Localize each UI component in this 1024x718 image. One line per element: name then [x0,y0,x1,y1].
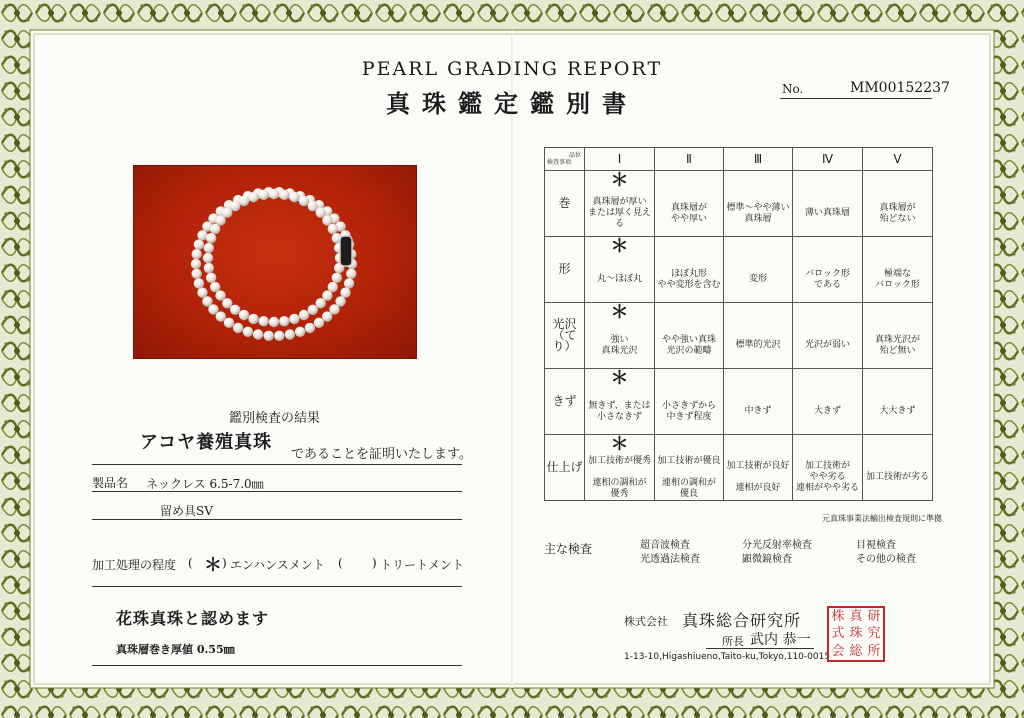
pearl [344,278,354,288]
seal-char: 研 [867,609,881,625]
pearl [192,249,202,259]
result-heading: 鑑別検査の結果 [229,411,321,426]
grade-description: 極端な バロック形 [863,257,933,303]
inspections-heading: 主な検査 [544,542,593,556]
grade-mark-empty [863,171,933,192]
divider [92,586,462,587]
pearl [299,196,309,206]
report-title-jp: 真珠鑑定鑑別書 [386,89,638,118]
company-prefix: 株式会社 [624,615,668,628]
pearl [269,317,279,327]
pearl [202,296,212,306]
grade-description: 加工技術が劣る [863,455,933,501]
pearl [203,253,213,263]
certify-text: であることを証明いたします。 [291,447,472,462]
pearl [253,329,263,339]
grade-mark-cell [585,435,655,456]
grade-mark-empty [655,171,724,192]
grade-mark-cell [585,171,655,192]
grade-description: 真珠層が厚い または厚く見える [585,191,655,237]
divider [92,491,462,492]
grade-description: 中きず [724,389,793,435]
grade-mark-empty [793,435,863,456]
seal-char: 総 [849,643,863,659]
report-number-underline [780,98,932,99]
grade-description: やや強い真珠 光沢の範疇 [655,323,724,369]
pearl [314,318,324,328]
necklace-image [134,166,416,358]
pearl [332,273,342,283]
pearl [239,196,249,206]
grade-description: ほぼ丸形 やや変形を含む [655,257,724,303]
row-header: きず [545,369,585,435]
grade-description: 標準的光沢 [724,323,793,369]
pearl [279,316,289,326]
grade-mark-empty [724,303,793,324]
report-title-en: PEARL GRADING REPORT [361,58,663,80]
pearl [233,323,243,333]
report-number: MM00152237 [850,80,950,96]
pearl [248,192,258,202]
pearl [259,190,269,200]
grade-mark-empty [655,303,724,324]
close-paren: ) [222,556,227,570]
pearl [289,192,299,202]
pearl [239,310,249,320]
grade-description: 真珠光沢が 殆ど無い [863,323,933,369]
center-fold [511,30,513,688]
grade-mark-empty [863,237,933,258]
grade-description: バロック形 である [793,257,863,303]
pearl [204,243,214,253]
pearl [269,189,279,199]
inspection-item: 光透過法検査 [640,554,700,565]
pearl [346,269,356,279]
grade-check-mark: ＊ [610,434,629,455]
treatment-enhancement: エンハンスメント [230,558,325,572]
grade-description: 大きず [793,389,863,435]
company-address: 1-13-10,Higashiueno,Taito-ku,Tokyo,110-0015 [624,652,831,662]
grade-check-mark: ＊ [610,368,629,389]
grade-mark-cell [585,369,655,390]
grade-mark-empty [793,369,863,390]
pearl-type: アコヤ養殖真珠 [140,432,273,453]
table-corner [545,148,585,171]
grade-description: 薄い真珠層 [793,191,863,237]
pearl [204,263,214,273]
open-paren: ( [338,556,343,570]
report-number-label: No. [782,82,804,96]
grade-mark-empty [724,435,793,456]
nacre-thickness: 真珠層巻き厚値 0.55㎜ [116,643,235,656]
column-header: Ⅱ [655,148,724,171]
product-value: ネックレス 6.5-7.0㎜ [146,477,264,491]
divider [92,665,462,666]
pearl [248,314,258,324]
corner-grade-label: 品位 [568,152,581,159]
hanadama-statement: 花珠真珠と認めます [116,609,270,628]
pearl [322,311,332,321]
seal-char: 真 [849,609,863,625]
pearl-necklace-photo [134,166,416,358]
grade-description: 光沢が弱い [793,323,863,369]
seal-char: 珠 [849,626,863,642]
grade-mark-empty [655,435,724,456]
row-header: 巻 [545,171,585,237]
grade-mark-empty [793,237,863,258]
pearl [243,327,253,337]
seal-char: 株 [831,609,845,625]
pearl [299,310,309,320]
grading-table [544,147,933,501]
clasp-value: 留め具SV [160,504,213,518]
pearl [264,331,274,341]
grade-description: 小さきずから 中きず程度 [655,389,724,435]
inspection-item: 分光反射率検査 [742,540,812,551]
treatment-treatment: トリートメント [380,558,464,572]
grade-description: 加工技術が やや劣る 連相がやや劣る [793,455,863,501]
director-name: 武内 恭一 [750,632,811,648]
pearl [279,190,289,200]
pearl [285,329,295,339]
row-header: 光沢 （てり） [545,303,585,369]
pearl [308,305,318,315]
treatment-label: 加工処理の程度 [92,558,177,572]
grade-check-mark: ＊ [610,302,629,323]
pearl [191,259,201,269]
grade-mark-empty [655,369,724,390]
open-paren: ( [188,556,193,570]
grade-description: 真珠層が 殆どない [863,191,933,237]
pearl [194,278,204,288]
grade-mark-empty [724,171,793,192]
pearl [224,318,234,328]
pearl [259,316,269,326]
column-header: Ⅳ [793,148,863,171]
necklace-clasp [340,236,352,266]
row-header: 仕上げ [545,435,585,501]
grade-mark-empty [863,369,933,390]
grade-mark-empty [724,237,793,258]
pearl [197,288,207,298]
grade-mark-empty [793,171,863,192]
column-header: Ⅴ [863,148,933,171]
divider [92,464,462,465]
seal-char: 式 [831,626,845,642]
grade-mark-cell [585,237,655,258]
column-header: Ⅰ [585,148,655,171]
grade-check-mark: ＊ [610,236,629,257]
close-paren: ) [372,556,377,570]
grade-description: 大大きず [863,389,933,435]
seal-char: 会 [831,643,845,659]
grade-description: 強い 真珠光沢 [585,323,655,369]
inspection-item: 超音波検査 [640,540,690,551]
grade-mark-empty [724,369,793,390]
pearl [194,239,204,249]
grade-description: 無きず、または 小さなきず [585,389,655,435]
pearl [206,233,216,243]
grade-description: 加工技術が良好 連相が良好 [724,455,793,501]
grade-check-mark: ＊ [610,170,629,191]
grade-mark-empty [863,303,933,324]
pearl [192,269,202,279]
pearl [340,288,350,298]
pearl [230,201,240,211]
grade-description: 変形 [724,257,793,303]
grade-mark-empty [863,435,933,456]
pearl [328,224,338,234]
seal-char: 究 [867,626,881,642]
column-header: Ⅲ [724,148,793,171]
pearl [274,331,284,341]
inspection-item: 目視検査 [856,540,896,551]
pearl [305,323,315,333]
company-name: 真珠総合研究所 [682,611,802,630]
corner-item-label: 検査事項 [547,159,572,166]
grade-description: 加工技術が優良 連相の調和が 優良 [655,455,724,501]
company-seal-stamp [827,606,885,662]
row-header: 形 [545,237,585,303]
inspection-item: 顕微鏡検査 [742,554,792,565]
grade-description: 標準～やや薄い 真珠層 [724,191,793,237]
director-title: 所長 [722,635,744,648]
divider [92,519,462,520]
grade-mark-cell [585,303,655,324]
grade-description: 加工技術が優秀 連相の調和が 優秀 [585,455,655,501]
grade-description: 丸～ほぼ丸 [585,257,655,303]
pearl [295,327,305,337]
pearl [206,273,216,283]
table-footnote: 元真珠事業法輸出検査規則に準拠 [822,514,942,523]
inspection-item: その他の検査 [856,554,916,565]
seal-char: 所 [867,643,881,659]
grade-mark-empty [793,303,863,324]
pearl [210,282,220,292]
product-label: 製品名 [92,476,129,490]
pearl [289,314,299,324]
signature-underline [706,648,814,649]
grade-mark-empty [655,237,724,258]
treatment-check-mark: ＊ [204,555,222,576]
grade-description: 真珠層が やや厚い [655,191,724,237]
